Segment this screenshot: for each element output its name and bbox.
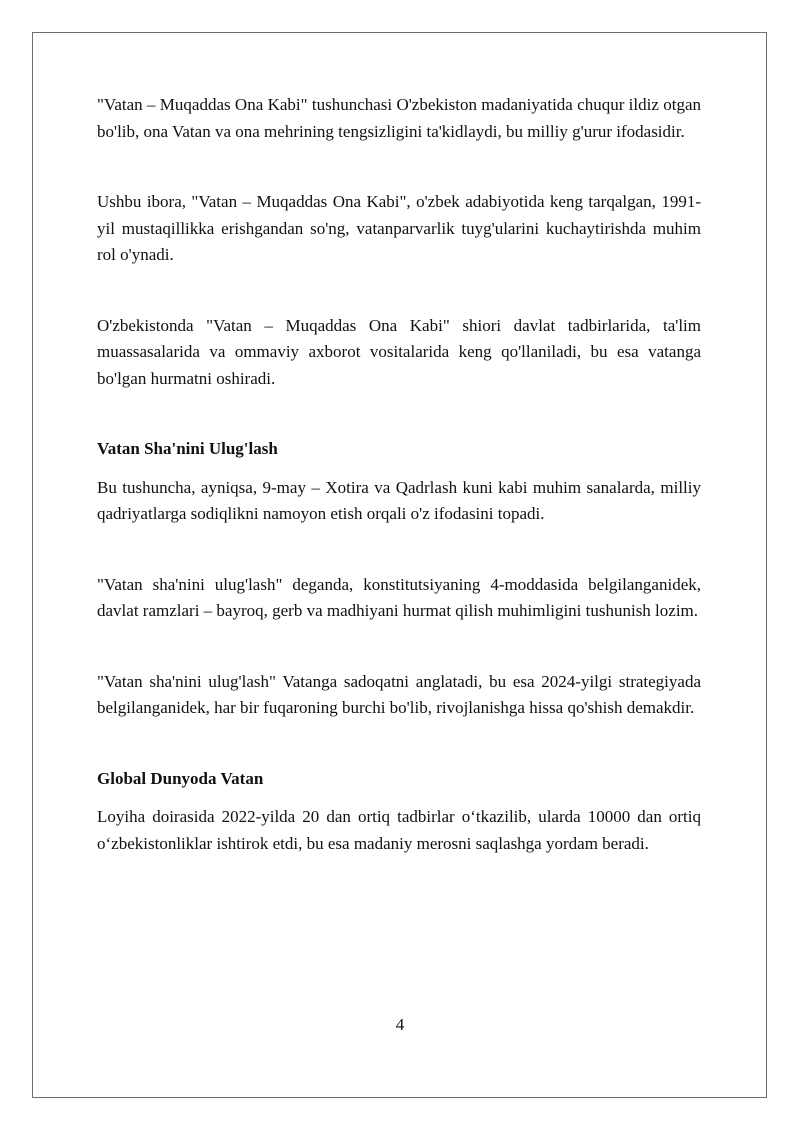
- section-heading: Vatan Sha'nini Ulug'lash: [97, 439, 278, 458]
- paragraph: "Vatan – Muqaddas Ona Kabi" tushunchasi O'zbekiston madaniyatida chuqur ildiz otgan bo'lib, ona Vatan va ona mehrining tengsizligini ta'kidlaydi, bu milliy g'urur ifodasidir.: [97, 95, 701, 141]
- paragraph: "Vatan sha'nini ulug'lash" deganda, konstitutsiyaning 4-moddasida belgilanganidek, davlat ramzlari – bayroq, gerb va madhiyani hurmat qilish muhimligini tushunish lozim.: [97, 574, 701, 620]
- paragraph: Loyiha doirasida 2022-yilda 20 dan ortiq tadbirlar o‘tkazilib, ularda 10000 dan ortiq o‘zbekistonliklar ishtirok etdi, bu esa madaniy merosni saqlashga yordam beradi.: [97, 807, 701, 853]
- section-heading: Global Dunyoda Vatan: [97, 768, 264, 788]
- page-number: 4: [395, 1015, 405, 1034]
- document-body: [97, 92, 701, 857]
- paragraph: "Vatan sha'nini ulug'lash" Vatanga sadoqatni anglatadi, bu esa 2024-yilgi strategiyada belgilanganidek, har bir fuqaroning burchi bo'lib, rivojlanishga hissa qo'shish demakdir.: [97, 671, 701, 717]
- paragraph: O'zbekistonda "Vatan – Muqaddas Ona Kabi" shiori davlat tadbirlarida, ta'lim muassasalarida va ommaviy axborot vositalarida keng qo'llaniladi, bu esa vatanga bo'lgan hurmatni oshiradi.: [97, 315, 701, 388]
- paragraph: Bu tushuncha, ayniqsa, 9-may – Xotira va Qadrlash kuni kabi muhim sanalarda, milliy qadriyatlarga sodiqlikni namoyon etish orqali o'z ifodasini topadi.: [97, 477, 701, 523]
- paragraph: Ushbu ibora, "Vatan – Muqaddas Ona Kabi", o'zbek adabiyotida keng tarqalgan, 1991-yil mustaqillikka erishgandan so'ng, vatanparvarlik tuyg'ularini kuchaytirishda muhim rol o'ynadi.: [97, 192, 701, 264]
